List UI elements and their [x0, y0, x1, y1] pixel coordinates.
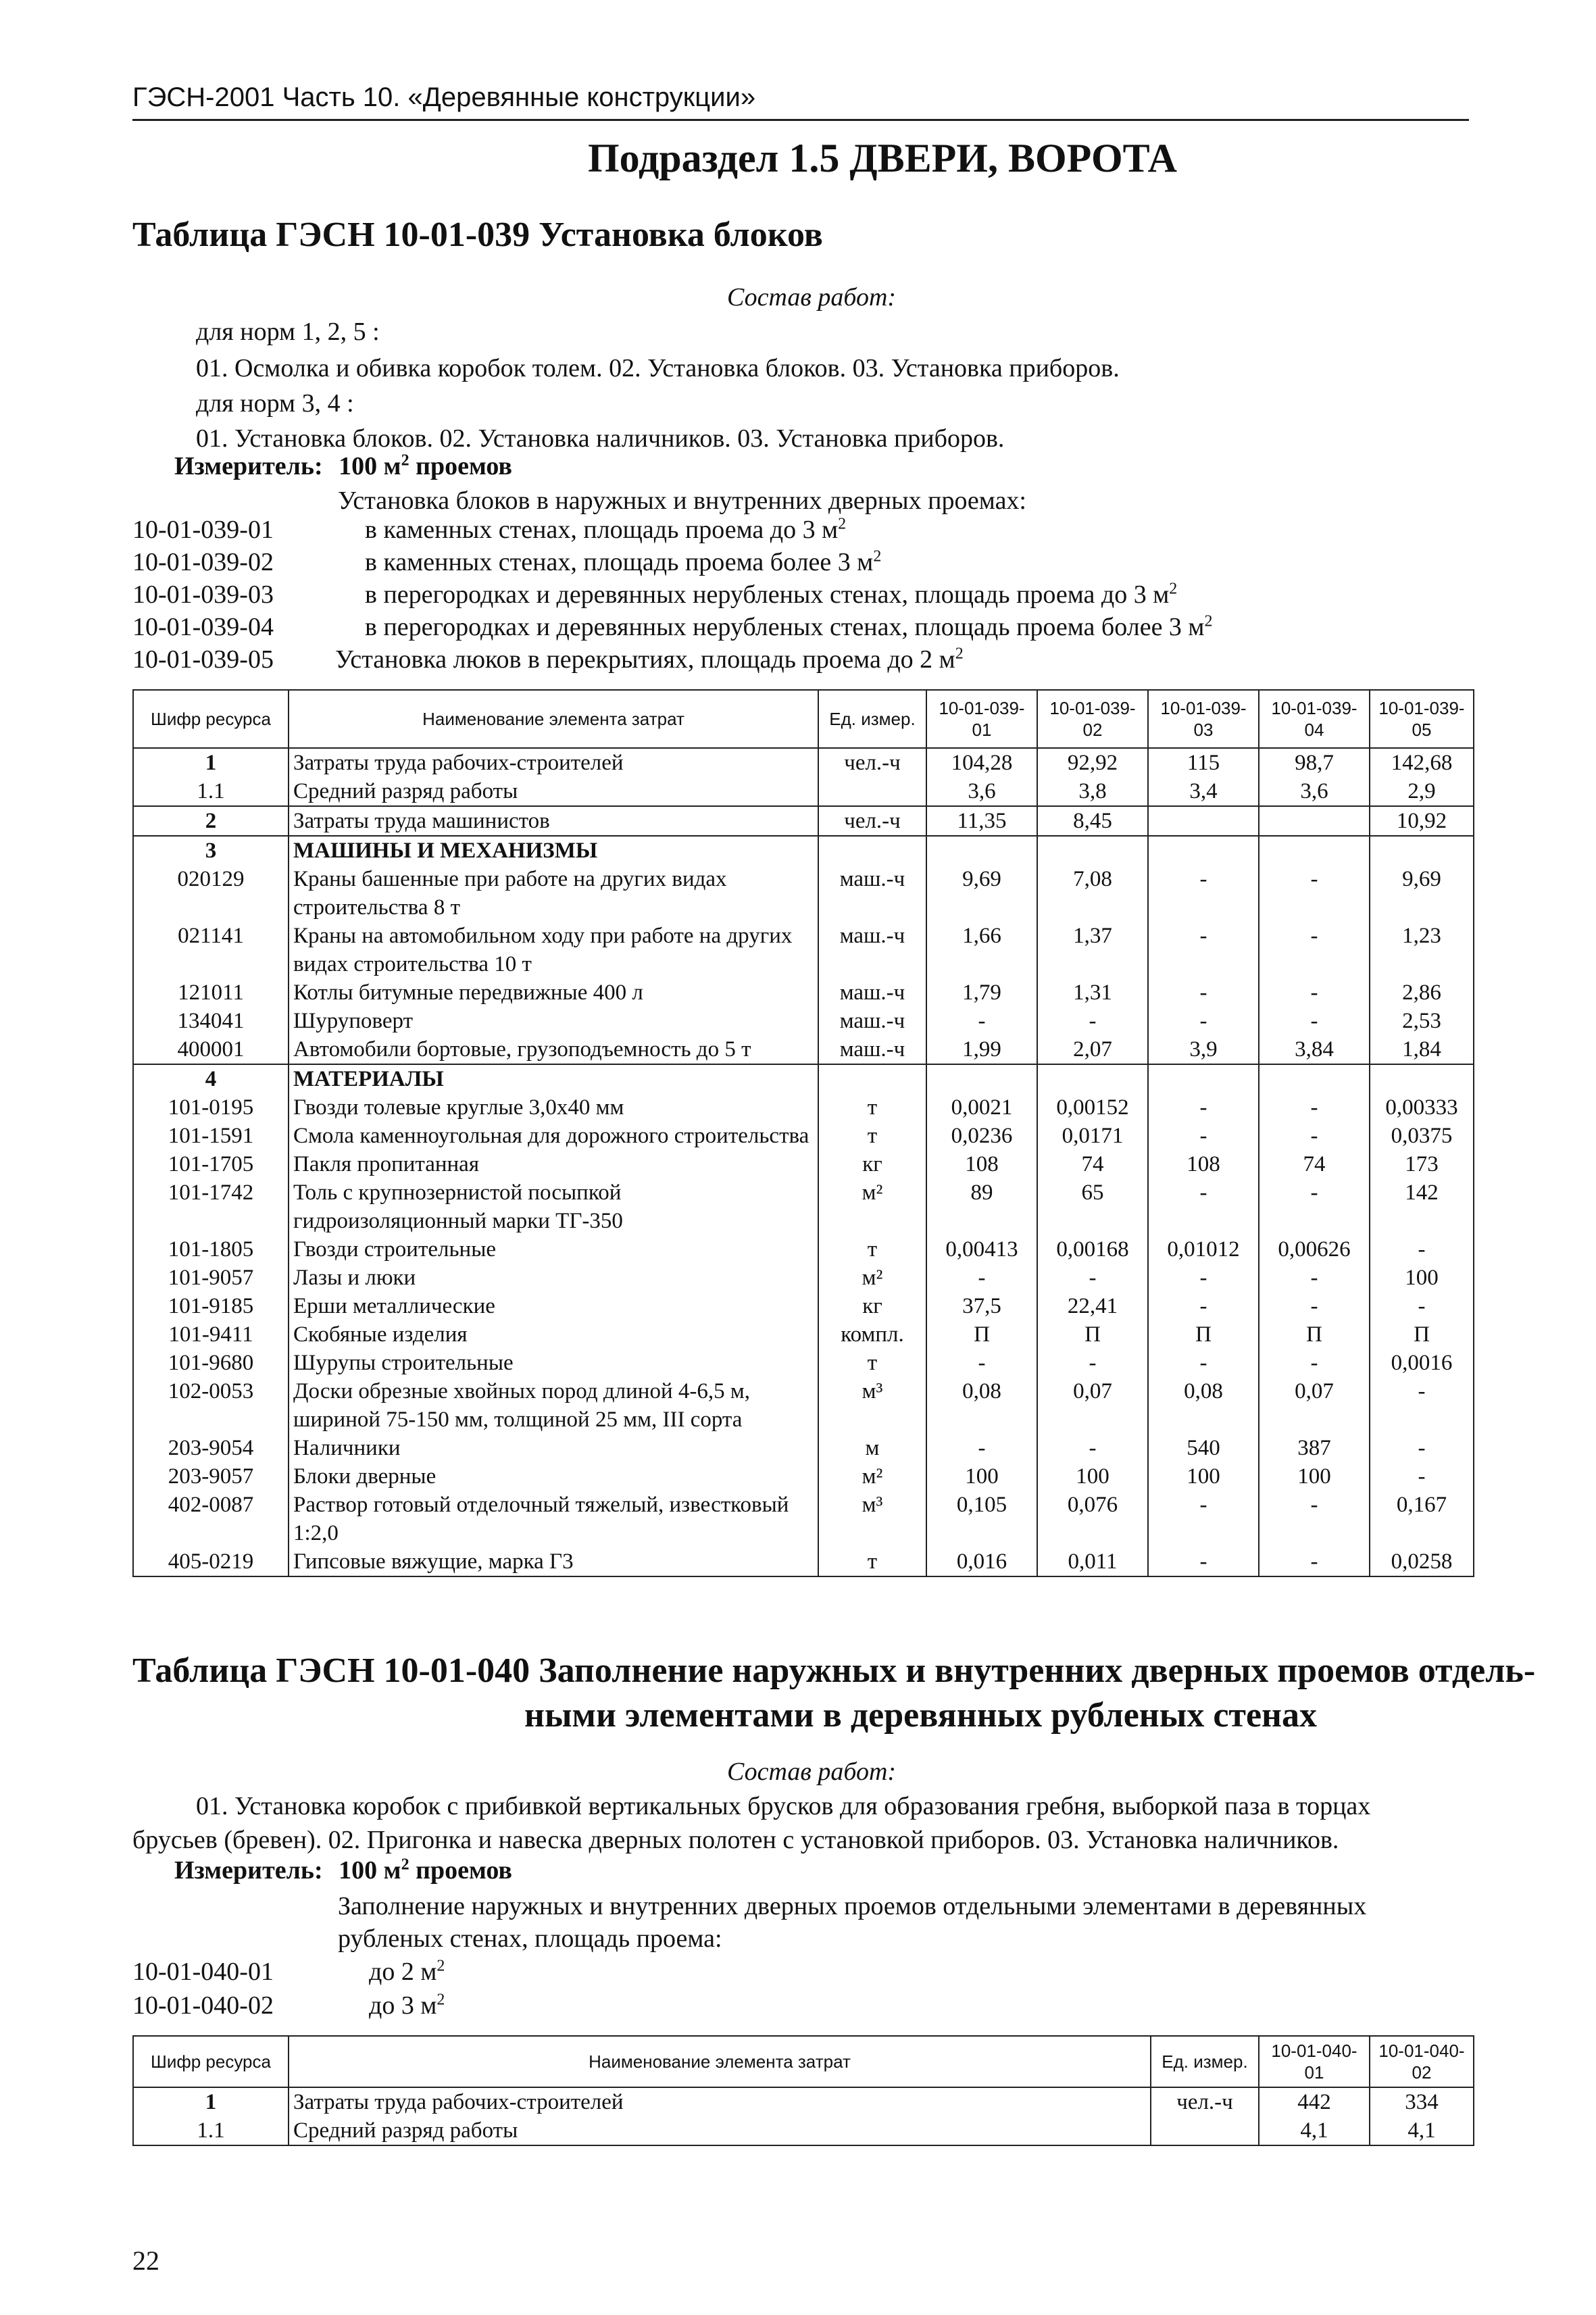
value-cell: - [1259, 922, 1370, 978]
value-cell: - [1148, 1264, 1259, 1292]
value-cell [926, 836, 1037, 865]
col-header: Шифр ресурса [133, 690, 289, 748]
value-cell: - [926, 1264, 1037, 1292]
value-cell: П [1148, 1320, 1259, 1349]
value-cell: - [926, 1434, 1037, 1462]
table2-resources [132, 2035, 1474, 2146]
running-header: ГЭСН-2001 Часть 10. «Деревянные конструкции» [132, 82, 756, 112]
header-rule [132, 119, 1469, 121]
value-cell: 1,23 [1370, 922, 1474, 978]
value-cell: 22,41 [1037, 1292, 1148, 1320]
unit-cell: маш.-ч [818, 978, 926, 1007]
table-row [133, 1462, 1474, 1491]
value-cell [1037, 1064, 1148, 1093]
value-cell: 387 [1259, 1434, 1370, 1462]
table2-work-line: 01. Установка коробок с прибивкой вертикальных брусков для образования гребня, выборкой паза в торцах [196, 1792, 1371, 1820]
resource-code-cell: 4 [133, 1064, 289, 1093]
value-cell: 3,84 [1259, 1035, 1370, 1064]
value-cell: 0,08 [926, 1377, 1037, 1434]
resource-code-cell: 2 [133, 806, 289, 836]
value-cell: - [1037, 1264, 1148, 1292]
resource-name-cell: Автомобили бортовые, грузоподъемность до 5 т [289, 1035, 818, 1064]
col-header: Наименование элемента затрат [289, 690, 818, 748]
value-cell [1148, 806, 1259, 836]
resource-code-cell: 134041 [133, 1007, 289, 1035]
value-cell: - [1148, 922, 1259, 978]
value-cell: 0,0016 [1370, 1349, 1474, 1377]
col-header: Шифр ресурса [133, 2036, 289, 2087]
resource-name-cell: Доски обрезные хвойных пород длиной 4-6,5 м, шириной 75-150 мм, толщиной 25 мм, III сорта [289, 1377, 818, 1434]
section-title: Подраздел 1.5 ДВЕРИ, ВОРОТА [588, 136, 1177, 180]
value-cell: - [1148, 1178, 1259, 1235]
value-cell: П [1037, 1320, 1148, 1349]
resource-name-cell: Средний разряд работы [289, 777, 818, 806]
unit-cell: маш.-ч [818, 922, 926, 978]
table1-resources [132, 689, 1474, 1577]
value-cell: 0,076 [1037, 1491, 1148, 1547]
value-cell: 108 [1148, 1150, 1259, 1178]
value-cell: 1,99 [926, 1035, 1037, 1064]
resource-code-cell: 102-0053 [133, 1377, 289, 1434]
unit-cell: м [818, 1434, 926, 1462]
table2-title-line: ными элементами в деревянных рубленых стенах [524, 1696, 1317, 1735]
value-cell: 1,66 [926, 922, 1037, 978]
value-cell: 0,00626 [1259, 1235, 1370, 1264]
value-cell: 0,00413 [926, 1235, 1037, 1264]
value-cell: 3,8 [1037, 777, 1148, 806]
value-cell: 9,69 [1370, 865, 1474, 922]
norm-code: 10-01-039-03 [132, 580, 274, 609]
value-cell: 3,4 [1148, 777, 1259, 806]
resource-name-cell: Затраты труда машинистов [289, 806, 818, 836]
meter-sup: 2 [401, 451, 409, 470]
norm-text: до 3 $м^2$ [369, 1991, 445, 2020]
norm-text: в каменных стенах, площадь проема до 3 $м^2$ [365, 515, 847, 544]
table-row [133, 1064, 1474, 1093]
resource-name-cell: Котлы битумные передвижные 400 л [289, 978, 818, 1007]
value-cell: - [1148, 1491, 1259, 1547]
norm-text: в каменных стенах, площадь проема более 3 $м^2$ [365, 547, 882, 576]
value-cell: - [1259, 1349, 1370, 1377]
value-cell: 2,9 [1370, 777, 1474, 806]
table1-title: Таблица ГЭСН 10-01-039 Установка блоков [132, 216, 823, 254]
value-cell: - [1148, 1093, 1259, 1122]
value-cell: 98,7 [1259, 748, 1370, 777]
table1-work-line: для норм 3, 4 : [196, 389, 354, 418]
value-cell: 115 [1148, 748, 1259, 777]
resource-name-cell: МАТЕРИАЛЫ [289, 1064, 818, 1093]
meter-tail: проемов [409, 452, 512, 480]
value-cell: - [1148, 978, 1259, 1007]
value-cell: 0,07 [1259, 1377, 1370, 1434]
value-cell: 65 [1037, 1178, 1148, 1235]
norm-code: 10-01-040-02 [132, 1991, 274, 2020]
resource-name-cell: Шуруповерт [289, 1007, 818, 1035]
resource-code-cell: 405-0219 [133, 1547, 289, 1576]
value-cell: - [1259, 1264, 1370, 1292]
table-row [133, 1377, 1474, 1434]
unit-cell: м² [818, 1462, 926, 1491]
value-cell: 0,0171 [1037, 1122, 1148, 1150]
value-cell: 8,45 [1037, 806, 1148, 836]
value-cell: - [1148, 1547, 1259, 1576]
value-cell: - [1148, 1122, 1259, 1150]
table-row [133, 1547, 1474, 1576]
value-cell: 100 [1259, 1462, 1370, 1491]
page-number: 22 [132, 2245, 159, 2276]
value-cell: - [1148, 865, 1259, 922]
value-cell: 442 [1259, 2087, 1370, 2116]
value-cell: 2,53 [1370, 1007, 1474, 1035]
resource-code-cell: 101-9411 [133, 1320, 289, 1349]
resource-code-cell: 400001 [133, 1035, 289, 1064]
value-cell: 1,31 [1037, 978, 1148, 1007]
value-cell: 334 [1370, 2087, 1474, 2116]
resource-code-cell: 021141 [133, 922, 289, 978]
value-cell: - [1370, 1434, 1474, 1462]
resource-code-cell: 101-1742 [133, 1178, 289, 1235]
value-cell: 2,86 [1370, 978, 1474, 1007]
value-cell [1259, 1064, 1370, 1093]
value-cell [1037, 836, 1148, 865]
resource-code-cell: 203-9054 [133, 1434, 289, 1462]
unit-cell: маш.-ч [818, 865, 926, 922]
norm-text: в перегородках и деревянных нерубленых стенах, площадь проема более 3 $м^2$ [365, 612, 1213, 641]
value-cell [1148, 1064, 1259, 1093]
unit-cell: т [818, 1547, 926, 1576]
value-cell: 0,0375 [1370, 1122, 1474, 1150]
value-cell: 4,1 [1259, 2116, 1370, 2145]
col-header: 10-01-040-02 [1370, 2036, 1474, 2087]
value-cell: 92,92 [1037, 748, 1148, 777]
unit-cell: маш.-ч [818, 1035, 926, 1064]
unit-cell: м³ [818, 1377, 926, 1434]
table-row [133, 1264, 1474, 1292]
col-header: 10-01-039-02 [1037, 690, 1148, 748]
norm-code: 10-01-039-04 [132, 613, 274, 641]
value-cell: 3,6 [1259, 777, 1370, 806]
value-cell: 104,28 [926, 748, 1037, 777]
unit-cell: кг [818, 1150, 926, 1178]
table-row [133, 1349, 1474, 1377]
table2-meter [174, 1856, 512, 1885]
resource-code-cell: 101-0195 [133, 1093, 289, 1122]
value-cell: - [1148, 1349, 1259, 1377]
resource-name-cell: Блоки дверные [289, 1462, 818, 1491]
resource-name-cell: МАШИНЫ И МЕХАНИЗМЫ [289, 836, 818, 865]
resource-code-cell: 1.1 [133, 777, 289, 806]
table2-title-line: Таблица ГЭСН 10-01-040 Заполнение наружных и внутренних дверных проемов отдель- [132, 1651, 1536, 1690]
table1-work-line: 01. Установка блоков. 02. Установка наличников. 03. Установка приборов. [196, 424, 1005, 453]
value-cell: 100 [1148, 1462, 1259, 1491]
col-header: 10-01-039-04 [1259, 690, 1370, 748]
value-cell: - [1259, 1491, 1370, 1547]
value-cell: 0,0258 [1370, 1547, 1474, 1576]
value-cell: 0,01012 [1148, 1235, 1259, 1264]
table-row [133, 806, 1474, 836]
value-cell: 0,00168 [1037, 1235, 1148, 1264]
norm-code: 10-01-039-02 [132, 548, 274, 576]
value-cell: 0,016 [926, 1547, 1037, 1576]
resource-name-cell: Раствор готовый отделочный тяжелый, известковый 1:2,0 [289, 1491, 818, 1547]
value-cell: 4,1 [1370, 2116, 1474, 2145]
value-cell: 11,35 [926, 806, 1037, 836]
value-cell: - [1370, 1292, 1474, 1320]
value-cell: 0,011 [1037, 1547, 1148, 1576]
table1-intro: Установка блоков в наружных и внутренних дверных проемах: [338, 487, 1026, 515]
value-cell: - [1037, 1007, 1148, 1035]
norm-text: до 2 $м^2$ [369, 1957, 445, 1986]
value-cell [1148, 836, 1259, 865]
value-cell: 0,08 [1148, 1377, 1259, 1434]
value-cell: 0,105 [926, 1491, 1037, 1547]
meter-sup: 2 [401, 1856, 409, 1874]
unit-cell: чел.-ч [818, 748, 926, 777]
table-row [133, 1150, 1474, 1178]
value-cell: - [1259, 1122, 1370, 1150]
value-cell: 0,00333 [1370, 1093, 1474, 1122]
unit-cell: т [818, 1093, 926, 1122]
col-header: 10-01-039-03 [1148, 690, 1259, 748]
table-row [133, 1035, 1474, 1064]
table2-composition-heading: Состав работ: [727, 1758, 897, 1786]
meter-label: Измеритель: [174, 452, 323, 480]
table-row [133, 836, 1474, 865]
value-cell: 100 [926, 1462, 1037, 1491]
unit-cell: кг [818, 1292, 926, 1320]
value-cell: 100 [1037, 1462, 1148, 1491]
resource-name-cell: Гвозди строительные [289, 1235, 818, 1264]
meter-label: Измеритель: [174, 1856, 323, 1885]
unit-cell: м² [818, 1178, 926, 1235]
value-cell: 142 [1370, 1178, 1474, 1235]
col-header: Наименование элемента затрат [289, 2036, 1151, 2087]
resource-code-cell: 101-9680 [133, 1349, 289, 1377]
value-cell: - [1148, 1292, 1259, 1320]
meter-value: 100 м [339, 452, 401, 480]
value-cell: 2,07 [1037, 1035, 1148, 1064]
value-cell [1259, 806, 1370, 836]
resource-name-cell: Затраты труда рабочих-строителей [289, 748, 818, 777]
table-row [133, 1434, 1474, 1462]
unit-cell [818, 1064, 926, 1093]
unit-cell: маш.-ч [818, 1007, 926, 1035]
table-row [133, 978, 1474, 1007]
value-cell: 7,08 [1037, 865, 1148, 922]
value-cell: 100 [1370, 1264, 1474, 1292]
resource-code-cell: 1.1 [133, 2116, 289, 2145]
resource-name-cell: Толь с крупнозернистой посыпкой гидроизоляционный марки ТГ-350 [289, 1178, 818, 1235]
value-cell: - [1259, 1292, 1370, 1320]
value-cell: - [1259, 865, 1370, 922]
resource-name-cell: Шурупы строительные [289, 1349, 818, 1377]
value-cell: - [1037, 1349, 1148, 1377]
table-row [133, 1292, 1474, 1320]
value-cell: 0,00152 [1037, 1093, 1148, 1122]
value-cell [1370, 836, 1474, 865]
resource-code-cell: 121011 [133, 978, 289, 1007]
resource-name-cell: Затраты труда рабочих-строителей [289, 2087, 1151, 2116]
table-row [133, 1320, 1474, 1349]
resource-code-cell: 203-9057 [133, 1462, 289, 1491]
value-cell: П [1259, 1320, 1370, 1349]
value-cell: 74 [1259, 1150, 1370, 1178]
resource-name-cell: Краны на автомобильном ходу при работе на других видах строительства 10 т [289, 922, 818, 978]
value-cell: 0,0236 [926, 1122, 1037, 1150]
value-cell: - [926, 1349, 1037, 1377]
unit-cell [818, 836, 926, 865]
col-header: 10-01-039-01 [926, 690, 1037, 748]
table1-composition-heading: Состав работ: [727, 283, 897, 312]
table-row [133, 2087, 1474, 2116]
value-cell: - [1148, 1007, 1259, 1035]
unit-cell: м² [818, 1264, 926, 1292]
table1-work-line: для норм 1, 2, 5 : [196, 318, 380, 346]
value-cell: - [1370, 1462, 1474, 1491]
resource-code-cell: 101-9057 [133, 1264, 289, 1292]
resource-name-cell: Средний разряд работы [289, 2116, 1151, 2145]
table-row [133, 1235, 1474, 1264]
table1-work-line: 01. Осмолка и обивка коробок толем. 02. Установка блоков. 03. Установка приборов. [196, 354, 1120, 382]
unit-cell: т [818, 1122, 926, 1150]
resource-name-cell: Смола каменноугольная для дорожного строительства [289, 1122, 818, 1150]
table-row [133, 1007, 1474, 1035]
table-row [133, 748, 1474, 777]
value-cell: 3,9 [1148, 1035, 1259, 1064]
table-row [133, 1491, 1474, 1547]
value-cell: - [1370, 1377, 1474, 1434]
value-cell: 10,92 [1370, 806, 1474, 836]
unit-cell [818, 777, 926, 806]
value-cell: П [926, 1320, 1037, 1349]
resource-name-cell: Краны башенные при работе на других видах строительства 8 т [289, 865, 818, 922]
value-cell: 9,69 [926, 865, 1037, 922]
resource-code-cell: 1 [133, 748, 289, 777]
table2-title [132, 1649, 1535, 1738]
unit-cell [1151, 2116, 1259, 2145]
resource-code-cell: 020129 [133, 865, 289, 922]
table-row [133, 922, 1474, 978]
value-cell: - [1259, 1093, 1370, 1122]
value-cell: 3,6 [926, 777, 1037, 806]
norm-code: 10-01-039-05 [132, 645, 274, 674]
value-cell: - [926, 1007, 1037, 1035]
value-cell: 74 [1037, 1150, 1148, 1178]
table-row [133, 1178, 1474, 1235]
table-row [133, 777, 1474, 806]
table-row [133, 2116, 1474, 2145]
value-cell [926, 1064, 1037, 1093]
resource-code-cell: 101-9185 [133, 1292, 289, 1320]
resource-code-cell: 101-1591 [133, 1122, 289, 1150]
value-cell: П [1370, 1320, 1474, 1349]
value-cell: - [1259, 1178, 1370, 1235]
value-cell: 37,5 [926, 1292, 1037, 1320]
value-cell: - [1259, 1547, 1370, 1576]
value-cell: 1,84 [1370, 1035, 1474, 1064]
norm-code: 10-01-040-01 [132, 1958, 274, 1986]
table1-meter [174, 451, 512, 481]
unit-cell: чел.-ч [818, 806, 926, 836]
resource-name-cell: Пакля пропитанная [289, 1150, 818, 1178]
col-header: 10-01-040-01 [1259, 2036, 1370, 2087]
table-row [133, 1122, 1474, 1150]
value-cell: 0,07 [1037, 1377, 1148, 1434]
unit-cell: м³ [818, 1491, 926, 1547]
value-cell: 173 [1370, 1150, 1474, 1178]
resource-code-cell: 402-0087 [133, 1491, 289, 1547]
value-cell: 0,0021 [926, 1093, 1037, 1122]
resource-code-cell: 3 [133, 836, 289, 865]
unit-cell: компл. [818, 1320, 926, 1349]
unit-cell: т [818, 1349, 926, 1377]
value-cell: 0,167 [1370, 1491, 1474, 1547]
resource-name-cell: Лазы и люки [289, 1264, 818, 1292]
meter-value: 100 м [339, 1856, 401, 1885]
resource-name-cell: Скобяные изделия [289, 1320, 818, 1349]
value-cell: - [1370, 1235, 1474, 1264]
value-cell: 142,68 [1370, 748, 1474, 777]
value-cell: - [1259, 1007, 1370, 1035]
value-cell: 1,37 [1037, 922, 1148, 978]
resource-code-cell: 101-1805 [133, 1235, 289, 1264]
table2-intro: рубленых стенах, площадь проема: [338, 1924, 722, 1953]
value-cell: - [1037, 1434, 1148, 1462]
value-cell [1370, 1064, 1474, 1093]
resource-name-cell: Ерши металлические [289, 1292, 818, 1320]
value-cell: 1,79 [926, 978, 1037, 1007]
norm-text: Установка люков в перекрытиях, площадь проема до 2 $м^2$ [335, 645, 964, 674]
col-header: Ед. измер. [1151, 2036, 1259, 2087]
col-header: Ед. измер. [818, 690, 926, 748]
unit-cell: т [818, 1235, 926, 1264]
value-cell [1259, 836, 1370, 865]
value-cell: 89 [926, 1178, 1037, 1235]
resource-code-cell: 1 [133, 2087, 289, 2116]
unit-cell: чел.-ч [1151, 2087, 1259, 2116]
col-header: 10-01-039-05 [1370, 690, 1474, 748]
table-row [133, 865, 1474, 922]
value-cell: 108 [926, 1150, 1037, 1178]
resource-name-cell: Наличники [289, 1434, 818, 1462]
table-row [133, 1093, 1474, 1122]
resource-code-cell: 101-1705 [133, 1150, 289, 1178]
resource-name-cell: Гвозди толевые круглые 3,0х40 мм [289, 1093, 818, 1122]
norm-code: 10-01-039-01 [132, 516, 274, 544]
table2-work-line: брусьев (бревен). 02. Пригонка и навеска дверных полотен с установкой приборов. 03. Установка наличников. [132, 1826, 1339, 1854]
value-cell: 540 [1148, 1434, 1259, 1462]
meter-tail: проемов [409, 1856, 512, 1885]
resource-name-cell: Гипсовые вяжущие, марка Г3 [289, 1547, 818, 1576]
norm-text: в перегородках и деревянных нерубленых стенах, площадь проема до 3 $м^2$ [365, 580, 1178, 609]
table2-intro: Заполнение наружных и внутренних дверных проемов отдельными элементами в деревянных [338, 1892, 1367, 1920]
value-cell: - [1259, 978, 1370, 1007]
